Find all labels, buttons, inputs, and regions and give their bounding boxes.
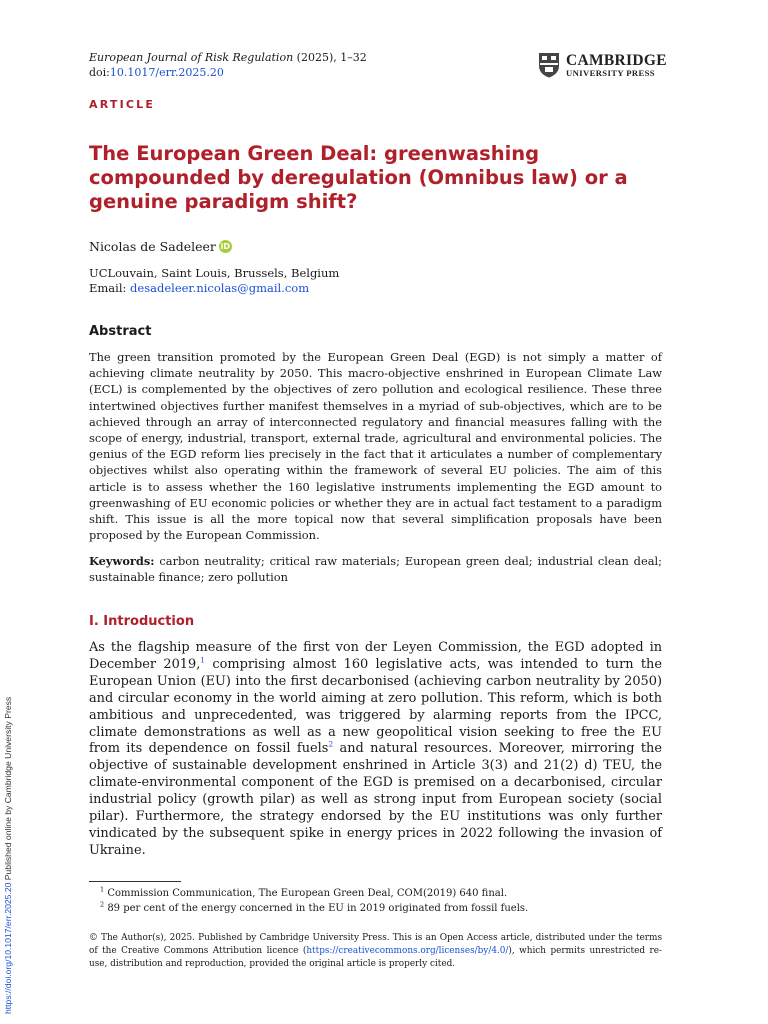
- footnote-item: [100, 901, 660, 916]
- keywords-label: Keywords:: [89, 554, 155, 568]
- doi-link[interactable]: 10.1017/err.2025.20: [109, 66, 224, 79]
- author-line: [89, 239, 232, 254]
- footnote-text: 89 per cent of the energy concerned in the EU in 2019 originated from fossil fuels.: [104, 903, 529, 914]
- abstract-heading: Abstract: [89, 324, 152, 339]
- footnote-ref-1[interactable]: 1: [200, 655, 206, 665]
- logo-name: CAMBRIDGE: [566, 52, 667, 69]
- logo-subtitle: UNIVERSITY PRESS: [566, 68, 655, 78]
- journal-name: European Journal of Risk Regulation: [89, 51, 294, 64]
- footnote-number: 2: [100, 900, 105, 909]
- introduction-paragraph: [89, 640, 662, 860]
- journal-meta: (2025), 1–32: [293, 51, 367, 64]
- footnote-text: Commission Communication, The European Green Deal, COM(2019) 640 final.: [104, 888, 508, 899]
- footnote-divider: [89, 881, 181, 882]
- shield-crest-icon: [538, 52, 560, 78]
- copyright-notice: [89, 932, 662, 971]
- license-link[interactable]: https://creativecommons.org/licenses/by/4.0/: [306, 946, 509, 956]
- side-doi-text: [0, 664, 16, 1014]
- copyright-text-1: © The Author(s), 2025. Published by Cambridge University Press. This is an Open Access article, distributed under the terms of the Creative Commons Attribution licence (: [89, 933, 662, 956]
- footnote-number: 1: [100, 885, 105, 894]
- author-affiliation-block: [89, 266, 339, 296]
- article-type-label: ARTICLE: [89, 98, 156, 111]
- keywords-list: carbon neutrality; critical raw materials; European green deal; industrial clean deal; sustainable finance; zero pollution: [89, 554, 662, 585]
- orcid-icon[interactable]: iD: [220, 242, 231, 251]
- journal-citation: [89, 50, 367, 80]
- doi-prefix: doi:: [89, 66, 110, 79]
- author-name: Nicolas de Sadeleer: [89, 239, 216, 254]
- email-link[interactable]: desadeleer.nicolas@gmail.com: [130, 281, 310, 295]
- article-title: The European Green Deal: greenwashing compounded by deregulation (Omnibus law) or a genuine paradigm shift?: [89, 142, 628, 213]
- keywords: [89, 553, 662, 585]
- intro-text-1: As the flagship measure of the first von der Leyen Commission, the EGD adopted in December 2019,: [89, 640, 662, 672]
- footnote-item: [100, 886, 660, 901]
- cambridge-logo[interactable]: [538, 52, 668, 80]
- copyright-text-2: ), which permits unrestricted re-use, distribution and reproduction, provided the original article is properly cited.: [89, 946, 662, 969]
- side-published-text: Published online by Cambridge University Press: [3, 696, 13, 883]
- email-label: Email:: [89, 281, 131, 295]
- side-doi-link[interactable]: https://doi.org/10.1017/err.2025.20: [3, 882, 13, 1014]
- footnotes: [100, 886, 660, 916]
- intro-text-3: and natural resources. Moreover, mirroring the objective of sustainable development enshrined in Article 3(3) and 21(2) d) TEU, the climate-environmental component of the EGD is premised on a decarbonised, circular industrial policy (growth pilar) as well as strong input from European society (social pilar). Furthermore, the strategy endorsed by the EU institutions was only further vindicated by the subsequent spike in energy prices in 2022 following the invasion of Ukraine.: [89, 741, 662, 858]
- affiliation: UCLouvain, Saint Louis, Brussels, Belgium: [89, 266, 340, 280]
- section-heading-introduction: I. Introduction: [89, 614, 195, 629]
- footnote-ref-2[interactable]: 2: [328, 740, 334, 750]
- intro-text-2: comprising almost 160 legislative acts, was intended to turn the European Union (EU) into the first decarbonised (achieving carbon neutrality by 2050) and circular economy in the world aiming at zero pollution. This reform, which is both ambitious and unprecedented, was triggered by alarming reports from the IPCC, climate demonstrations as well as a new geopolitical vision seeking to free the EU from its dependence on fossil fuels: [89, 656, 662, 757]
- side-doi-banner: [0, 664, 16, 1014]
- abstract-text: The green transition promoted by the European Green Deal (EGD) is not simply a matter of achieving climate neutrality by 2050. This macro-objective enshrined in European Climate Law (ECL) is complemented by the objectives of zero pollution and ecological resilience. These three intertwined objectives further manifest themselves in a myriad of sub-objectives, which are to be achieved through an array of interconnected regulatory and financial measures falling with the scope of energy, industrial, transport, external trade, agricultural and environmental policies. The genius of the EGD reform lies precisely in the fact that it articulates a number of complementary objectives whilst also operating within the framework of several EU policies. The aim of this article is to assess whether the 160 legislative instruments implementing the EGD amount to greenwashing of EU economic policies or whether they are in actual fact testament to a paradigm shift. This issue is all the more topical now that several simplification proposals have been proposed by the European Commission.: [89, 350, 662, 543]
